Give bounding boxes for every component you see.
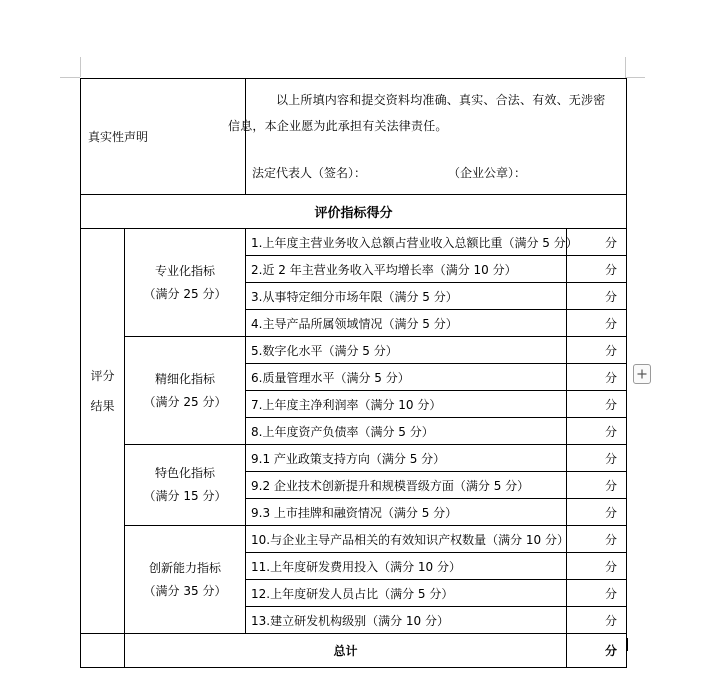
item-cell[interactable] <box>246 256 567 283</box>
score-input-cell[interactable] <box>567 364 627 391</box>
item-text: 2.近 2 年主营业务收入平均增长率（满分 10 分） <box>251 262 517 277</box>
item-cell[interactable] <box>246 499 567 526</box>
item-text: 6.质量管理水平（满分 5 分） <box>251 370 410 385</box>
score-input-cell[interactable] <box>567 418 627 445</box>
result-label-cell[interactable] <box>81 229 125 553</box>
item-cell[interactable] <box>246 229 578 256</box>
score-input-cell[interactable] <box>567 391 627 418</box>
total-label-cell[interactable] <box>125 634 567 668</box>
page-corner-guide <box>80 57 81 77</box>
table-row <box>81 229 627 256</box>
total-unit: 分 <box>604 644 617 658</box>
table-row <box>81 526 627 553</box>
category-full-score: （满分 25 分） <box>143 394 227 409</box>
category-name: 特色化指标 <box>154 466 215 480</box>
score-input-cell[interactable] <box>567 283 627 310</box>
score-unit: 分 <box>604 613 617 628</box>
item-cell[interactable] <box>246 310 567 337</box>
item-cell[interactable] <box>246 418 567 445</box>
item-cell[interactable] <box>246 526 567 553</box>
category-cell-specialization[interactable] <box>125 229 246 337</box>
total-score-cell[interactable] <box>567 634 627 668</box>
score-input-cell[interactable] <box>567 526 627 553</box>
score-input-cell[interactable] <box>567 310 627 337</box>
item-text: 8.上年度资产负债率（满分 5 分） <box>251 424 434 439</box>
score-input-cell[interactable] <box>567 553 627 580</box>
declaration-row <box>81 79 627 195</box>
legal-rep-signature-label: 法定代表人（签名）： <box>252 166 367 180</box>
result-label-cell-continued[interactable] <box>81 553 125 634</box>
score-unit: 分 <box>604 451 617 466</box>
category-cell-refinement[interactable] <box>125 337 246 445</box>
declaration-line1: 以上所填内容和提交资料均准确、真实、合法、有效、无涉密 <box>276 93 606 107</box>
item-text: 9.1 产业政策支持方向（满分 5 分） <box>251 451 446 466</box>
total-row <box>81 634 627 668</box>
category-name: 精细化指标 <box>154 371 215 386</box>
item-cell[interactable] <box>246 445 567 472</box>
item-cell[interactable] <box>246 391 567 418</box>
score-heading: 评价指标得分 <box>314 206 393 221</box>
total-blank-cell[interactable] <box>81 634 125 668</box>
item-text: 11.上年度研发费用投入（满分 10 分） <box>251 559 461 574</box>
item-text: 4.主导产品所属领域情况（满分 5 分） <box>251 316 458 331</box>
score-unit: 分 <box>604 235 617 250</box>
page-corner-guide <box>625 57 626 77</box>
score-input-cell[interactable] <box>567 472 627 499</box>
category-name: 专业化指标 <box>154 263 215 278</box>
category-full-score: （满分 35 分） <box>143 583 227 598</box>
category-full-score: （满分 15 分） <box>143 489 227 503</box>
item-cell[interactable] <box>246 364 567 391</box>
category-cell-innovation[interactable] <box>125 526 246 634</box>
result-label-2: 结果 <box>90 398 115 413</box>
item-text: 5.数字化水平（满分 5 分） <box>251 343 398 358</box>
item-cell[interactable] <box>246 472 567 499</box>
score-unit: 分 <box>604 289 617 304</box>
score-heading-cell[interactable] <box>81 195 627 229</box>
score-input-cell[interactable] <box>567 445 627 472</box>
declaration-label-cell[interactable] <box>81 79 246 195</box>
score-unit: 分 <box>604 262 617 277</box>
declaration-paragraph <box>228 87 620 139</box>
score-unit: 分 <box>604 397 617 412</box>
score-input-cell[interactable] <box>567 337 627 364</box>
item-text: 3.从事特定细分市场年限（满分 5 分） <box>251 289 458 304</box>
company-seal-label: （企业公章）： <box>448 166 527 180</box>
score-unit: 分 <box>604 505 617 520</box>
table-row <box>81 337 627 364</box>
evaluation-form-table <box>80 78 627 668</box>
category-full-score: （满分 25 分） <box>143 286 227 301</box>
score-unit: 分 <box>604 586 617 601</box>
score-input-cell[interactable] <box>567 580 627 607</box>
score-heading-row <box>81 195 627 229</box>
plus-icon <box>637 369 647 379</box>
score-unit: 分 <box>604 370 617 385</box>
score-input-cell[interactable] <box>567 256 627 283</box>
category-name: 创新能力指标 <box>148 560 221 575</box>
declaration-text-cell[interactable] <box>228 79 627 195</box>
item-text: 13.建立研发机构级别（满分 10 分） <box>251 613 449 628</box>
item-cell[interactable] <box>246 553 567 580</box>
score-unit: 分 <box>604 343 617 358</box>
page-corner-guide <box>625 77 645 78</box>
item-text: 1.上年度主营业务收入总额占营业收入总额比重（满分 5 分） <box>251 235 578 250</box>
signature-line <box>252 160 620 186</box>
score-input-cell[interactable] <box>567 499 627 526</box>
table-row <box>81 445 627 472</box>
result-label-1: 评分 <box>90 368 115 383</box>
item-cell[interactable] <box>246 580 567 607</box>
text-cursor <box>626 638 628 651</box>
score-unit: 分 <box>604 478 617 493</box>
score-unit: 分 <box>604 532 617 547</box>
total-label: 总计 <box>333 644 358 658</box>
score-unit: 分 <box>604 316 617 331</box>
insert-row-button[interactable] <box>633 364 651 384</box>
score-input-cell[interactable] <box>567 607 627 634</box>
item-cell[interactable] <box>246 283 567 310</box>
score-unit: 分 <box>604 424 617 439</box>
declaration-label: 真实性声明 <box>88 130 149 144</box>
item-text: 9.3 上市挂牌和融资情况（满分 5 分） <box>251 505 458 520</box>
declaration-line2: 信息，本企业愿为此承担有关法律责任。 <box>228 119 448 133</box>
score-unit: 分 <box>604 559 617 574</box>
item-cell[interactable] <box>246 607 567 634</box>
item-text: 7.上年度主净利润率（满分 10 分） <box>251 397 442 412</box>
item-text: 9.2 企业技术创新提升和规模晋级方面（满分 5 分） <box>251 478 530 493</box>
item-text: 10.与企业主导产品相关的有效知识产权数量（满分 10 分） <box>251 532 569 547</box>
page-corner-guide <box>60 77 80 78</box>
category-cell-specialty[interactable] <box>125 445 246 526</box>
item-cell[interactable] <box>246 337 567 364</box>
item-text: 12.上年度研发人员占比（满分 5 分） <box>251 586 454 601</box>
